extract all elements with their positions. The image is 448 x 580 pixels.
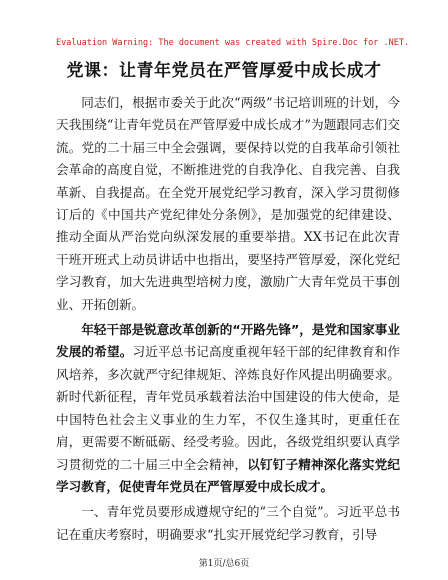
- page-number-footer: 第1页/总6页: [198, 559, 250, 569]
- paragraph-1: [56, 92, 400, 316]
- paragraph-2-text: 习近平总书记高度重视年轻干部的纪律教育和作风培养，多次就严守纪律规矩、淬炼良好作风提出明确要求。新时代新征程，青年党员承载着法治中国建设的伟大使命，是中国特色社会主义事业的生力军，不仅生逢其时，更重任在肩，更需要不断砥砺、经受考验。因此，各级党组织要认真学习贯彻党的二十届三中全会精神，: [56, 344, 401, 472]
- paragraph-2-conclusion: 以钉钉子精神深化落实党纪学习教育，促使青年党员在严管厚爱中成长成才。: [56, 456, 401, 494]
- document-title: 党课：让青年党员在严管厚爱中成长成才: [66, 61, 382, 81]
- evaluation-warning: Evaluation Warning: The document was created with Spire.Doc for .NET.: [56, 38, 410, 48]
- paragraph-3-text: 一、青年党员要形成遵规守纪的“三个自觉”。习近平总书记在重庆考察时，明确要求“扎实开展党纪学习教育，引导: [56, 504, 400, 542]
- paragraph-3: [56, 501, 400, 546]
- paragraph-2-lead: 年轻干部是锐意改革创新的“开路先锋”，是党和国家事业发展的希望。: [56, 322, 400, 360]
- document-body: [56, 92, 400, 546]
- paragraph-2: [56, 319, 400, 498]
- paragraph-1-text: 同志们，根据市委关于此次“两级”书记培训班的计划，今天我围绕“让青年党员在严管厚爱中成长成才”为题跟同志们交流。党的二十届三中全会强调，要保持以党的自我革命引领社会革命的高度自觉，不断推进党的自我净化、自我完善、自我革新、自我提高。在全党开展党纪学习教育，深入学习贯彻修订后的《中国共产党纪律处分条例》，是加强党的纪律建设、推动全面从严治党向纵深发展的重要举措。XX书记在此次青干班开班式上动员讲话中也指出，要坚持严管厚爱，深化党纪学习教育，加大先进典型培树力度，激励广大青年党员干事创业、开拓创新。: [56, 95, 400, 312]
